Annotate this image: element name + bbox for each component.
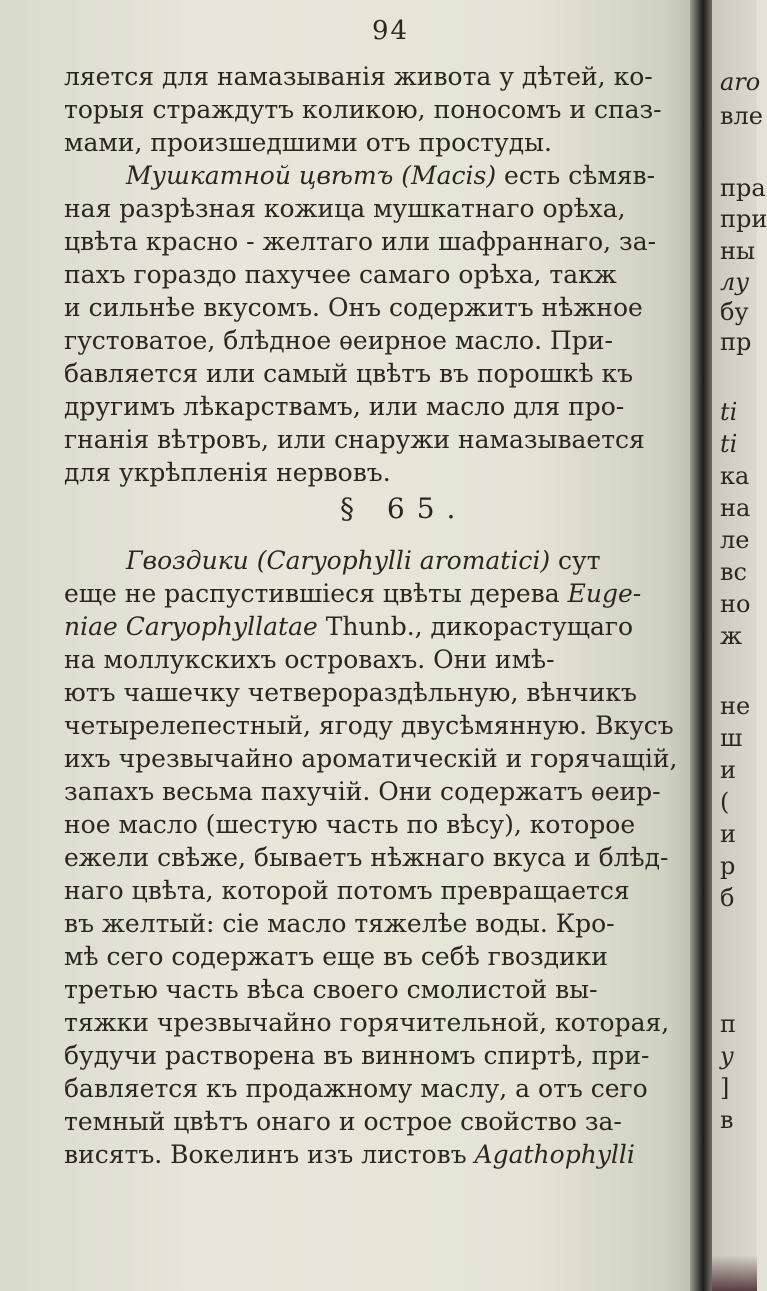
latin-term: Agathophylli — [474, 1140, 635, 1169]
peek-text: вле — [720, 102, 763, 130]
peek-text: не — [720, 692, 751, 720]
peek-text: ti — [720, 398, 738, 426]
text-line — [126, 161, 696, 191]
peek-text: ка — [720, 462, 750, 490]
text-line: бавляется къ продажному маслу, а отъ сего — [64, 1074, 648, 1103]
text-line: и сильнѣе вкусомъ. Онъ содержитъ нѣжное — [64, 293, 643, 322]
text-line: на моллукскихъ островахъ. Они имѣ- — [64, 645, 555, 674]
term-italic: Гвоздики (Caryophylli aromatici) — [126, 546, 551, 575]
peek-text: пра — [720, 174, 766, 202]
text-line — [64, 1140, 696, 1170]
text-line — [126, 546, 696, 576]
text-line — [64, 579, 696, 609]
peek-text: при — [720, 205, 767, 233]
peek-text: ж — [720, 622, 743, 650]
peek-text: в — [720, 1106, 734, 1134]
text-line: торыя страждутъ коликою, поносомъ и спаз- — [64, 95, 662, 124]
text-fragment: Thunb., дикорастущаго — [325, 612, 634, 641]
latin-term: (Macis) — [393, 161, 497, 190]
text-line: запахъ весьма пахучій. Они содержатъ ѳеир- — [64, 777, 661, 806]
book-gutter — [690, 0, 712, 1291]
peek-text: ti — [720, 430, 738, 458]
peek-text: лу — [720, 268, 750, 296]
text-line: темный цвѣтъ онаго и острое свойство за- — [64, 1107, 622, 1136]
latin-term: niae Caryophyllatae — [64, 612, 326, 641]
peek-text: б — [720, 884, 735, 912]
text-line: наго цвѣта, которой потомъ превращается — [64, 876, 630, 905]
text-line: ютъ чашечку четверораздѣльную, вѣнчикъ — [64, 678, 637, 707]
text-line: ежели свѣже, бываетъ нѣжнаго вкуса и блѣд- — [64, 843, 669, 872]
peek-text: пр — [720, 328, 752, 356]
peek-text: п — [720, 1010, 736, 1038]
peek-text: и — [720, 820, 736, 848]
peek-text: ш — [720, 724, 743, 752]
text-line: ная разрѣзная кожица мушкатнаго орѣха, — [64, 194, 626, 223]
text-line: пахъ гораздо пахучее самаго орѣха, такж — [64, 260, 617, 289]
text-line: въ желтый: сіе масло тяжелѣе воды. Кро- — [64, 909, 615, 938]
peek-text: и — [720, 756, 736, 784]
latin-term: Euge- — [567, 579, 642, 608]
text-fragment: сут — [550, 546, 601, 575]
text-line: ляется для намазыванія живота у дѣтей, ко- — [64, 62, 653, 91]
peek-text: на — [720, 494, 751, 522]
text-fragment: висятъ. Вокелинъ изъ листовъ — [64, 1140, 475, 1169]
text-line: четырелепестный, ягоду двусѣмянную. Вкусъ — [64, 711, 674, 740]
text-line: гнанія вѣтровъ, или снаружи намазывается — [64, 425, 645, 454]
peek-text: но — [720, 590, 751, 618]
peek-text: ( — [720, 788, 730, 816]
text-line: тяжки чрезвычайно горячительной, которая, — [64, 1008, 670, 1037]
peek-text: aro — [720, 68, 761, 96]
text-line: цвѣта красно - желтаго или шафраннаго, за- — [64, 227, 657, 256]
peek-text: р — [720, 852, 736, 880]
text-line: будучи растворена въ винномъ спиртѣ, при- — [64, 1041, 650, 1070]
peek-text: ле — [720, 526, 750, 554]
adjacent-page — [712, 0, 767, 1291]
peek-text: вс — [720, 558, 747, 586]
text-line: другимъ лѣкарствамъ, или масло для про- — [64, 392, 625, 421]
page-number: 94 — [372, 16, 410, 46]
text-fragment: еще не распустившіеся цвѣты дерева — [64, 579, 568, 608]
text-line: третью часть вѣса своего смолистой вы- — [64, 975, 598, 1004]
text-line: ное масло (шестую часть по вѣсу), которое — [64, 810, 636, 839]
section-heading: § 65. — [340, 492, 468, 525]
page-edge-shadow — [712, 1255, 757, 1291]
peek-text: бу — [720, 298, 749, 326]
text-line: бавляется или самый цвѣтъ въ порошкѣ къ — [64, 359, 634, 388]
text-line — [64, 612, 696, 642]
peek-text: ны — [720, 237, 756, 265]
text-line: ихъ чрезвычайно ароматическій и горячащій, — [64, 744, 678, 773]
term-italic: Мушкатной цвѣтъ — [126, 161, 394, 190]
peek-text: ] — [720, 1074, 730, 1102]
text-line: для укрѣпленія нервовъ. — [64, 458, 391, 487]
text-line: мѣ сего содержатъ еще въ себѣ гвоздики — [64, 942, 608, 971]
peek-text: у — [720, 1042, 734, 1070]
text-line: густоватое, блѣдное ѳеирное масло. При- — [64, 326, 613, 355]
text-fragment: есть сѣмяв- — [496, 161, 656, 190]
text-line: мами, произшедшими отъ простуды. — [64, 128, 552, 157]
